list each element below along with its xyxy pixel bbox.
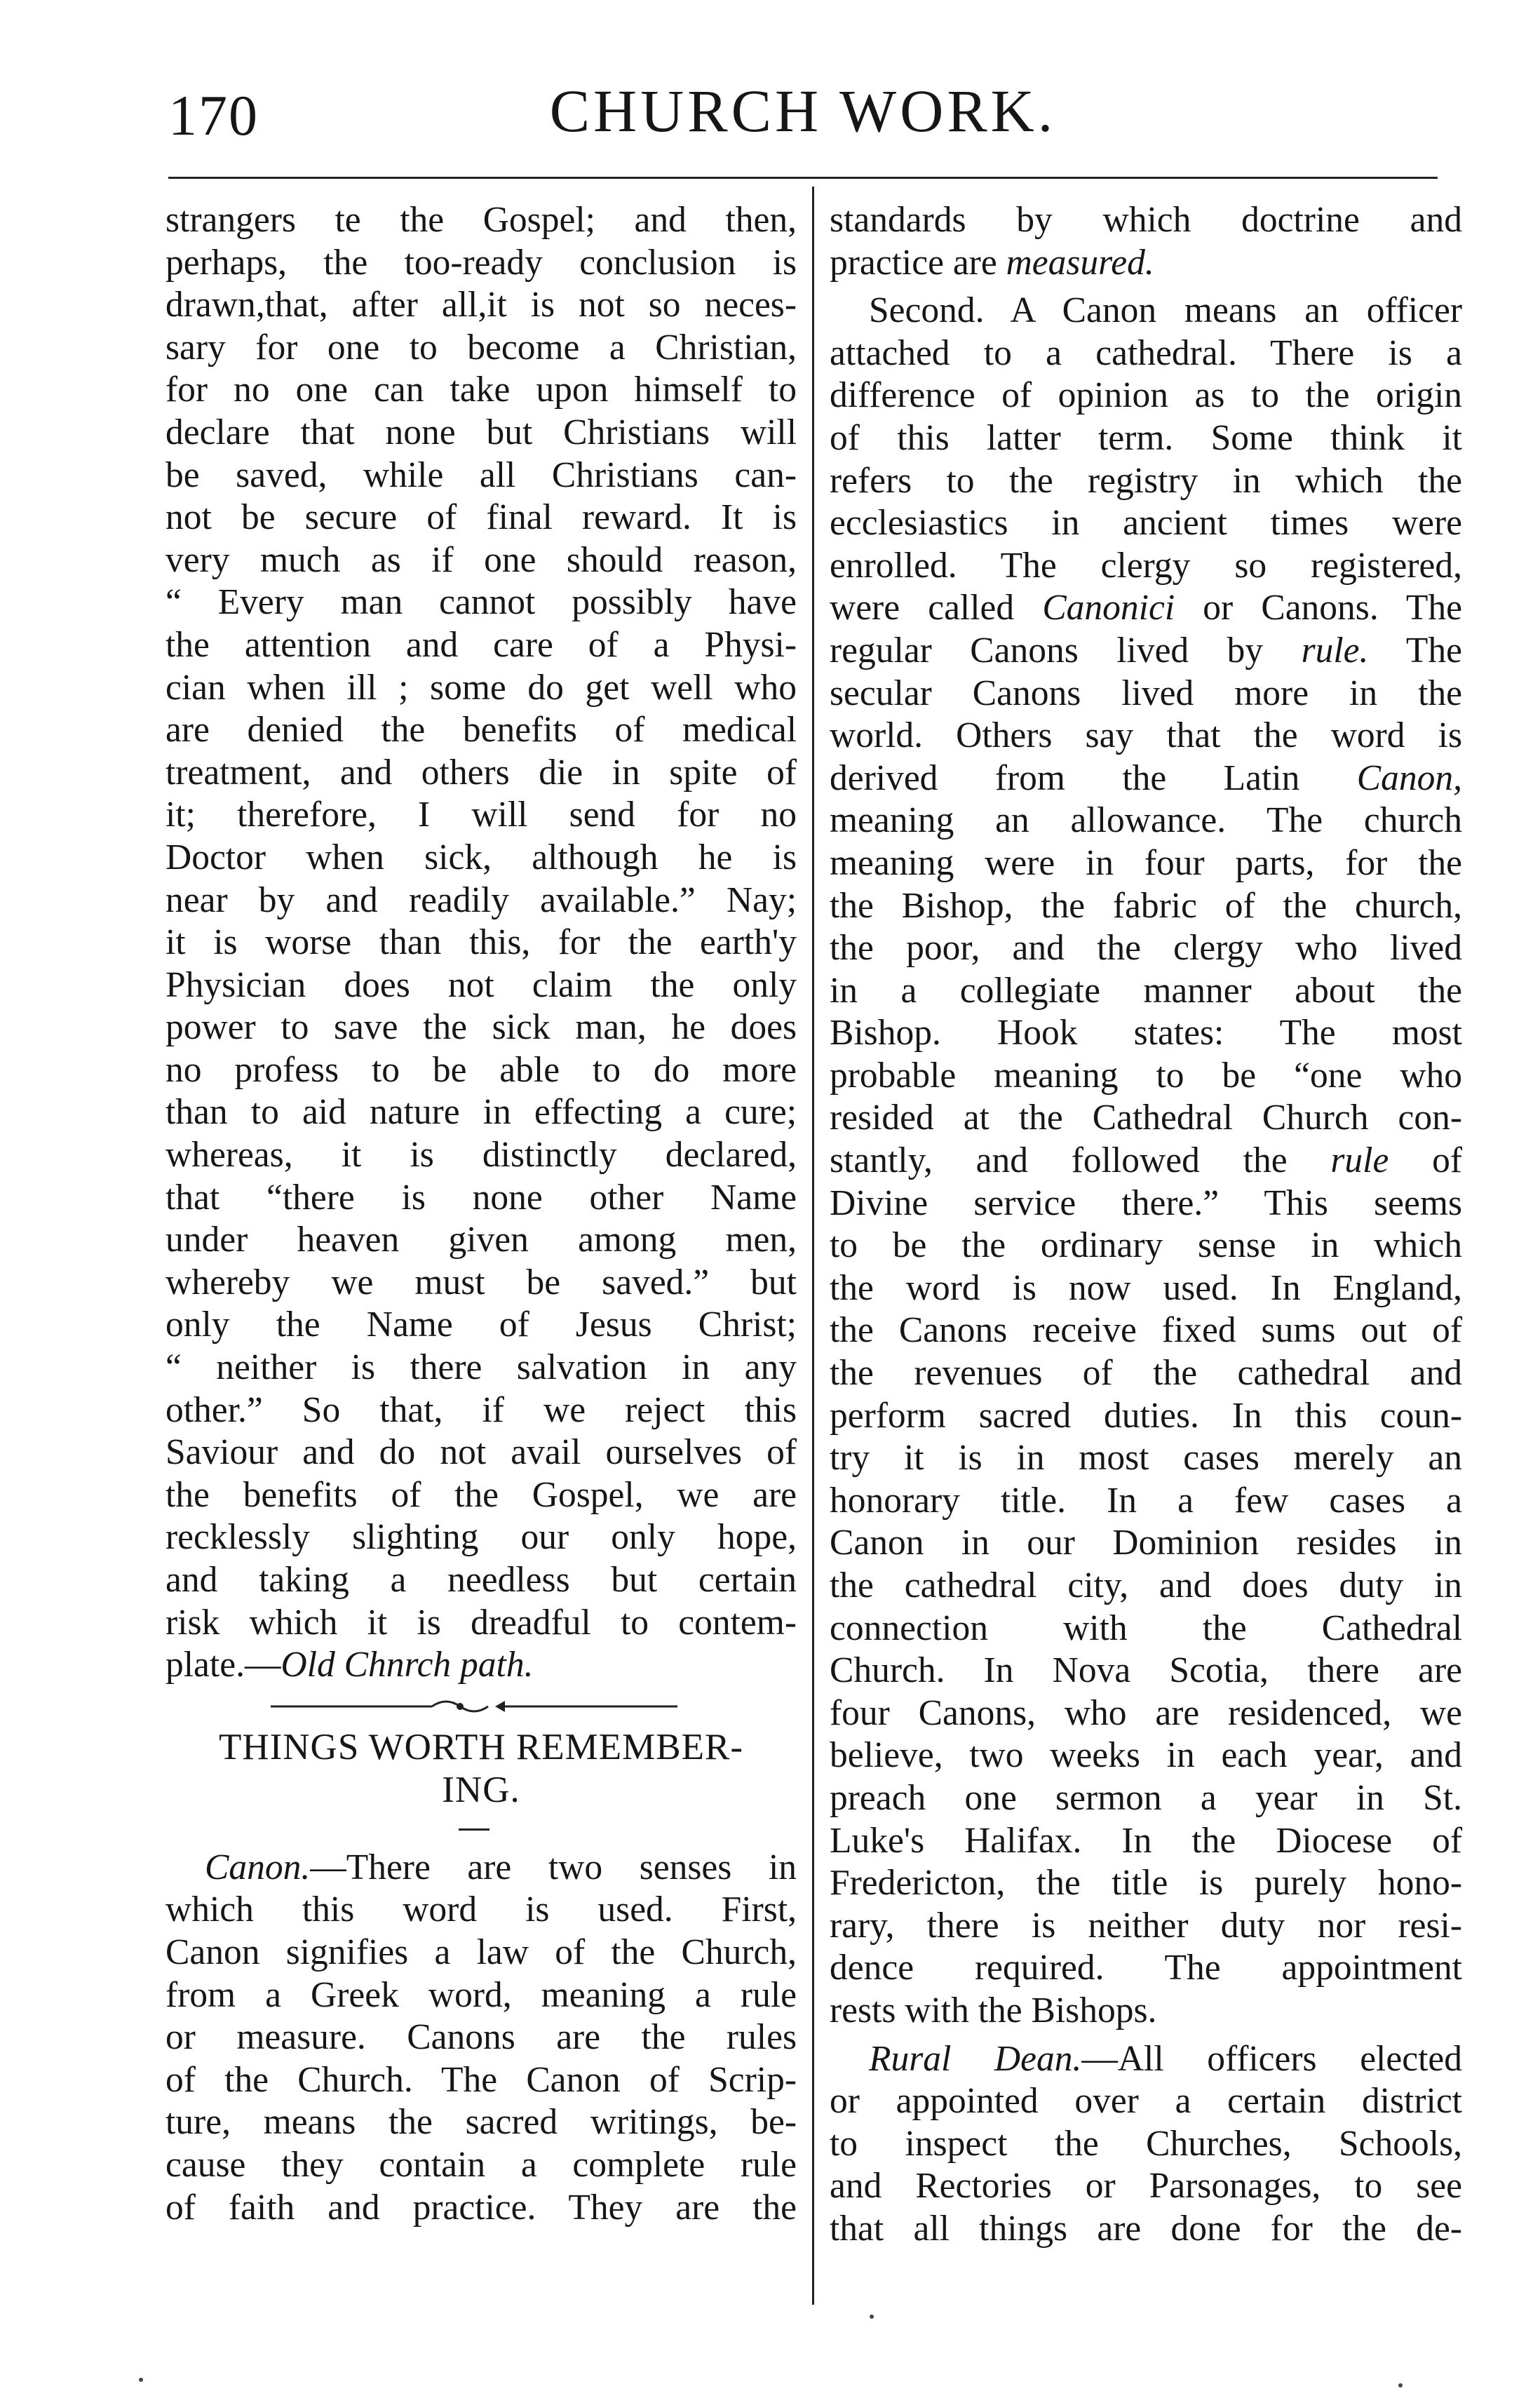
text-line: the cathedral city, and does duty in (830, 1565, 1462, 1605)
text-line: it; therefore, I will send for no (166, 795, 797, 835)
text-line: Saviour and do not avail ourselves of (166, 1432, 797, 1473)
italic-word: rule. (1301, 630, 1369, 671)
text-line: Doctor when sick, although he is (166, 837, 797, 877)
text-line (166, 1644, 797, 1687)
italic-word: Canon, (1356, 757, 1462, 798)
text-line: standards by which doctrine and (830, 200, 1462, 240)
text-line: of faith and practice. They are the (166, 2187, 797, 2228)
paragraph-continuation (166, 199, 797, 1687)
text-line: than to aid nature in effecting a cure; (166, 1092, 797, 1133)
text-span: were called (830, 588, 1043, 628)
paragraph-canon (166, 1847, 797, 2229)
text-line: Luke's Halifax. In the Diocese of (830, 1820, 1462, 1861)
text-line: or measure. Canons are the rules (166, 2017, 797, 2058)
print-speck (1398, 2383, 1403, 2387)
text-line: attached to a cathedral. There is a (830, 332, 1462, 373)
text-line (830, 242, 1462, 285)
text-line: very much as if one should reason, (166, 539, 797, 580)
text-line: near by and readily available.” Nay; (166, 880, 797, 920)
text-line: treatment, and others die in spite of (166, 752, 797, 793)
text-line: drawn,that, after all,it is not so neces- (166, 285, 797, 325)
text-line: cause they contain a complete rule (166, 2144, 797, 2185)
text-line: dence required. The appointment (830, 1948, 1462, 1988)
text-span: of (1389, 1140, 1462, 1181)
text-line: that “there is none other Name (166, 1177, 797, 1218)
paragraph-second-sense (830, 290, 1462, 2032)
page-header (168, 76, 1438, 160)
text-line: four Canons, who are residenced, we (830, 1692, 1462, 1733)
text-line: be saved, while all Christians can- (166, 454, 797, 495)
text-line: “ neither is there salvation in any (166, 1347, 797, 1388)
text-line: Divine service there.” This seems (830, 1183, 1462, 1223)
text-line: rests with the Bishops. (830, 1990, 1157, 2030)
paragraph-gap (830, 2033, 1462, 2038)
text-span: —There are two senses in (310, 1847, 797, 1887)
text-line: from a Greek word, meaning a rule (166, 1974, 797, 2015)
text-line: ecclesiastics in ancient times were (830, 503, 1462, 544)
text-line: the benefits of the Gospel, we are (166, 1474, 797, 1515)
text-line: enrolled. The clergy so registered, (830, 545, 1462, 586)
print-speck (139, 2378, 143, 2382)
text-line: Bishop. Hook states: The most (830, 1013, 1462, 1053)
text-line: and taking a needless but certain (166, 1560, 797, 1600)
text-line: believe, two weeks in each year, and (830, 1735, 1462, 1776)
text-line: meaning an allowance. The church (830, 800, 1462, 841)
heading-line: ING. (442, 1769, 520, 1810)
text-line: ture, means the sacred writings, be- (166, 2102, 797, 2143)
text-span: The (1368, 630, 1462, 671)
text-line: perhaps, the too-ready conclusion is (166, 242, 797, 283)
text-line: Canon signifies a law of the Church, (166, 1932, 797, 1972)
text-span: stantly, and followed the (830, 1140, 1331, 1181)
italic-word: measured. (1006, 242, 1154, 283)
text-line: under heaven given among men, (166, 1220, 797, 1260)
text-line: in a collegiate manner about the (830, 970, 1462, 1011)
section-heading (166, 1726, 797, 1812)
text-line: “ Every man cannot possibly have (166, 582, 797, 623)
text-line: Physician does not claim the only (166, 964, 797, 1005)
term-canon: Canon. (205, 1847, 311, 1887)
text-line: recklessly slighting our only hope, (166, 1517, 797, 1558)
dash-mark (459, 1828, 489, 1831)
text-line: of the Church. The Canon of Scrip- (166, 2059, 797, 2100)
text-line: preach one sermon a year in St. (830, 1777, 1462, 1818)
running-title: CHURCH WORK. (549, 77, 1057, 144)
text-line: the poor, and the clergy who lived (830, 928, 1462, 969)
ornament-rule-icon (264, 1692, 684, 1720)
text-line: honorary title. In a few cases a (830, 1480, 1462, 1521)
text-line: refers to the registry in which the (830, 460, 1462, 501)
text-line: the word is now used. In England, (830, 1267, 1462, 1308)
header-rule (168, 177, 1438, 179)
text-span: regular Canons lived by (830, 630, 1302, 671)
text-span: or Canons. The (1175, 588, 1463, 628)
text-line: world. Others say that the word is (830, 715, 1462, 756)
text-line: which this word is used. First, (166, 1889, 797, 1930)
text-line: to be the ordinary sense in which (830, 1225, 1462, 1266)
text-line: rary, there is neither duty nor resi- (830, 1905, 1462, 1946)
text-span: plate.— (166, 1645, 281, 1685)
text-line: for no one can take upon himself to (166, 370, 797, 410)
text-line: perform sacred duties. In this coun- (830, 1395, 1462, 1436)
left-column (166, 199, 797, 2229)
text-line: not be secure of final reward. It is (166, 497, 797, 538)
text-line: meaning were in four parts, for the (830, 842, 1462, 883)
text-line: it is worse than this, for the earth'y (166, 922, 797, 963)
text-line: whereby we must be saved.” but (166, 1262, 797, 1302)
text-line: difference of opinion as to the origin (830, 375, 1462, 416)
text-line: strangers te the Gospel; and then, (166, 200, 797, 240)
text-line: no profess to be able to do more (166, 1049, 797, 1090)
text-line: the Bishop, the fabric of the church, (830, 885, 1462, 926)
text-line: the attention and care of a Physi- (166, 624, 797, 665)
print-speck (870, 2315, 874, 2319)
text-line: the Canons receive fixed sums out of (830, 1310, 1462, 1351)
term-rural-dean: Rural Dean. (869, 2038, 1082, 2079)
source-citation: Old Chnrch path. (281, 1645, 534, 1685)
page-number: 170 (168, 83, 259, 147)
text-line (830, 757, 1462, 800)
text-line: power to save the sick man, he does (166, 1007, 797, 1048)
text-line: probable meaning to be “one who (830, 1055, 1462, 1096)
column-divider (812, 187, 814, 2305)
text-line: cian when ill ; some do get well who (166, 667, 797, 708)
text-line: resided at the Cathedral Church con- (830, 1098, 1462, 1138)
paragraph-rural-dean (830, 2038, 1462, 2251)
text-line (830, 630, 1462, 673)
text-line: Church. In Nova Scotia, there are (830, 1650, 1462, 1691)
text-span: derived from the Latin (830, 757, 1357, 798)
text-line: of this latter term. Some think it (830, 417, 1462, 458)
text-line: whereas, it is distinctly declared, (166, 1135, 797, 1175)
section-ornament (166, 1687, 797, 1726)
heading-line: THINGS WORTH REMEMBER- (218, 1726, 744, 1767)
text-line: that all things are done for the de- (830, 2208, 1462, 2249)
text-line: the revenues of the cathedral and (830, 1353, 1462, 1394)
heading-dash (166, 1812, 797, 1847)
text-line: try it is in most cases merely an (830, 1438, 1462, 1478)
text-line: connection with the Cathedral (830, 1608, 1462, 1648)
text-line (830, 2038, 1462, 2081)
italic-word: rule (1330, 1140, 1389, 1181)
text-line: secular Canons lived more in the (830, 673, 1462, 713)
text-span: practice are (830, 242, 1006, 283)
text-line: to inspect the Churches, Schools, (830, 2123, 1462, 2164)
paragraph-gap (830, 284, 1462, 290)
paragraph-continuation (830, 199, 1462, 284)
text-line: Fredericton, the title is purely hono- (830, 1863, 1462, 1904)
text-line (830, 1140, 1462, 1183)
text-line (830, 587, 1462, 630)
italic-word: Canonici (1042, 588, 1175, 628)
text-line: only the Name of Jesus Christ; (166, 1305, 797, 1345)
text-line: risk which it is dreadful to contem- (166, 1602, 797, 1643)
text-line: other.” So that, if we reject this (166, 1389, 797, 1430)
text-line (166, 1847, 797, 1889)
text-line: Canon in our Dominion resides in (830, 1523, 1462, 1563)
right-column (830, 199, 1462, 2251)
text-line: Second. A Canon means an officer (869, 290, 1462, 331)
text-span: —All officers elected (1081, 2038, 1462, 2079)
text-line: and Rectories or Parsonages, to see (830, 2166, 1462, 2207)
text-line: sary for one to become a Christian, (166, 327, 797, 368)
text-line: declare that none but Christians will (166, 412, 797, 452)
text-line: or appointed over a certain district (830, 2081, 1462, 2122)
text-line: are denied the benefits of medical (166, 710, 797, 750)
